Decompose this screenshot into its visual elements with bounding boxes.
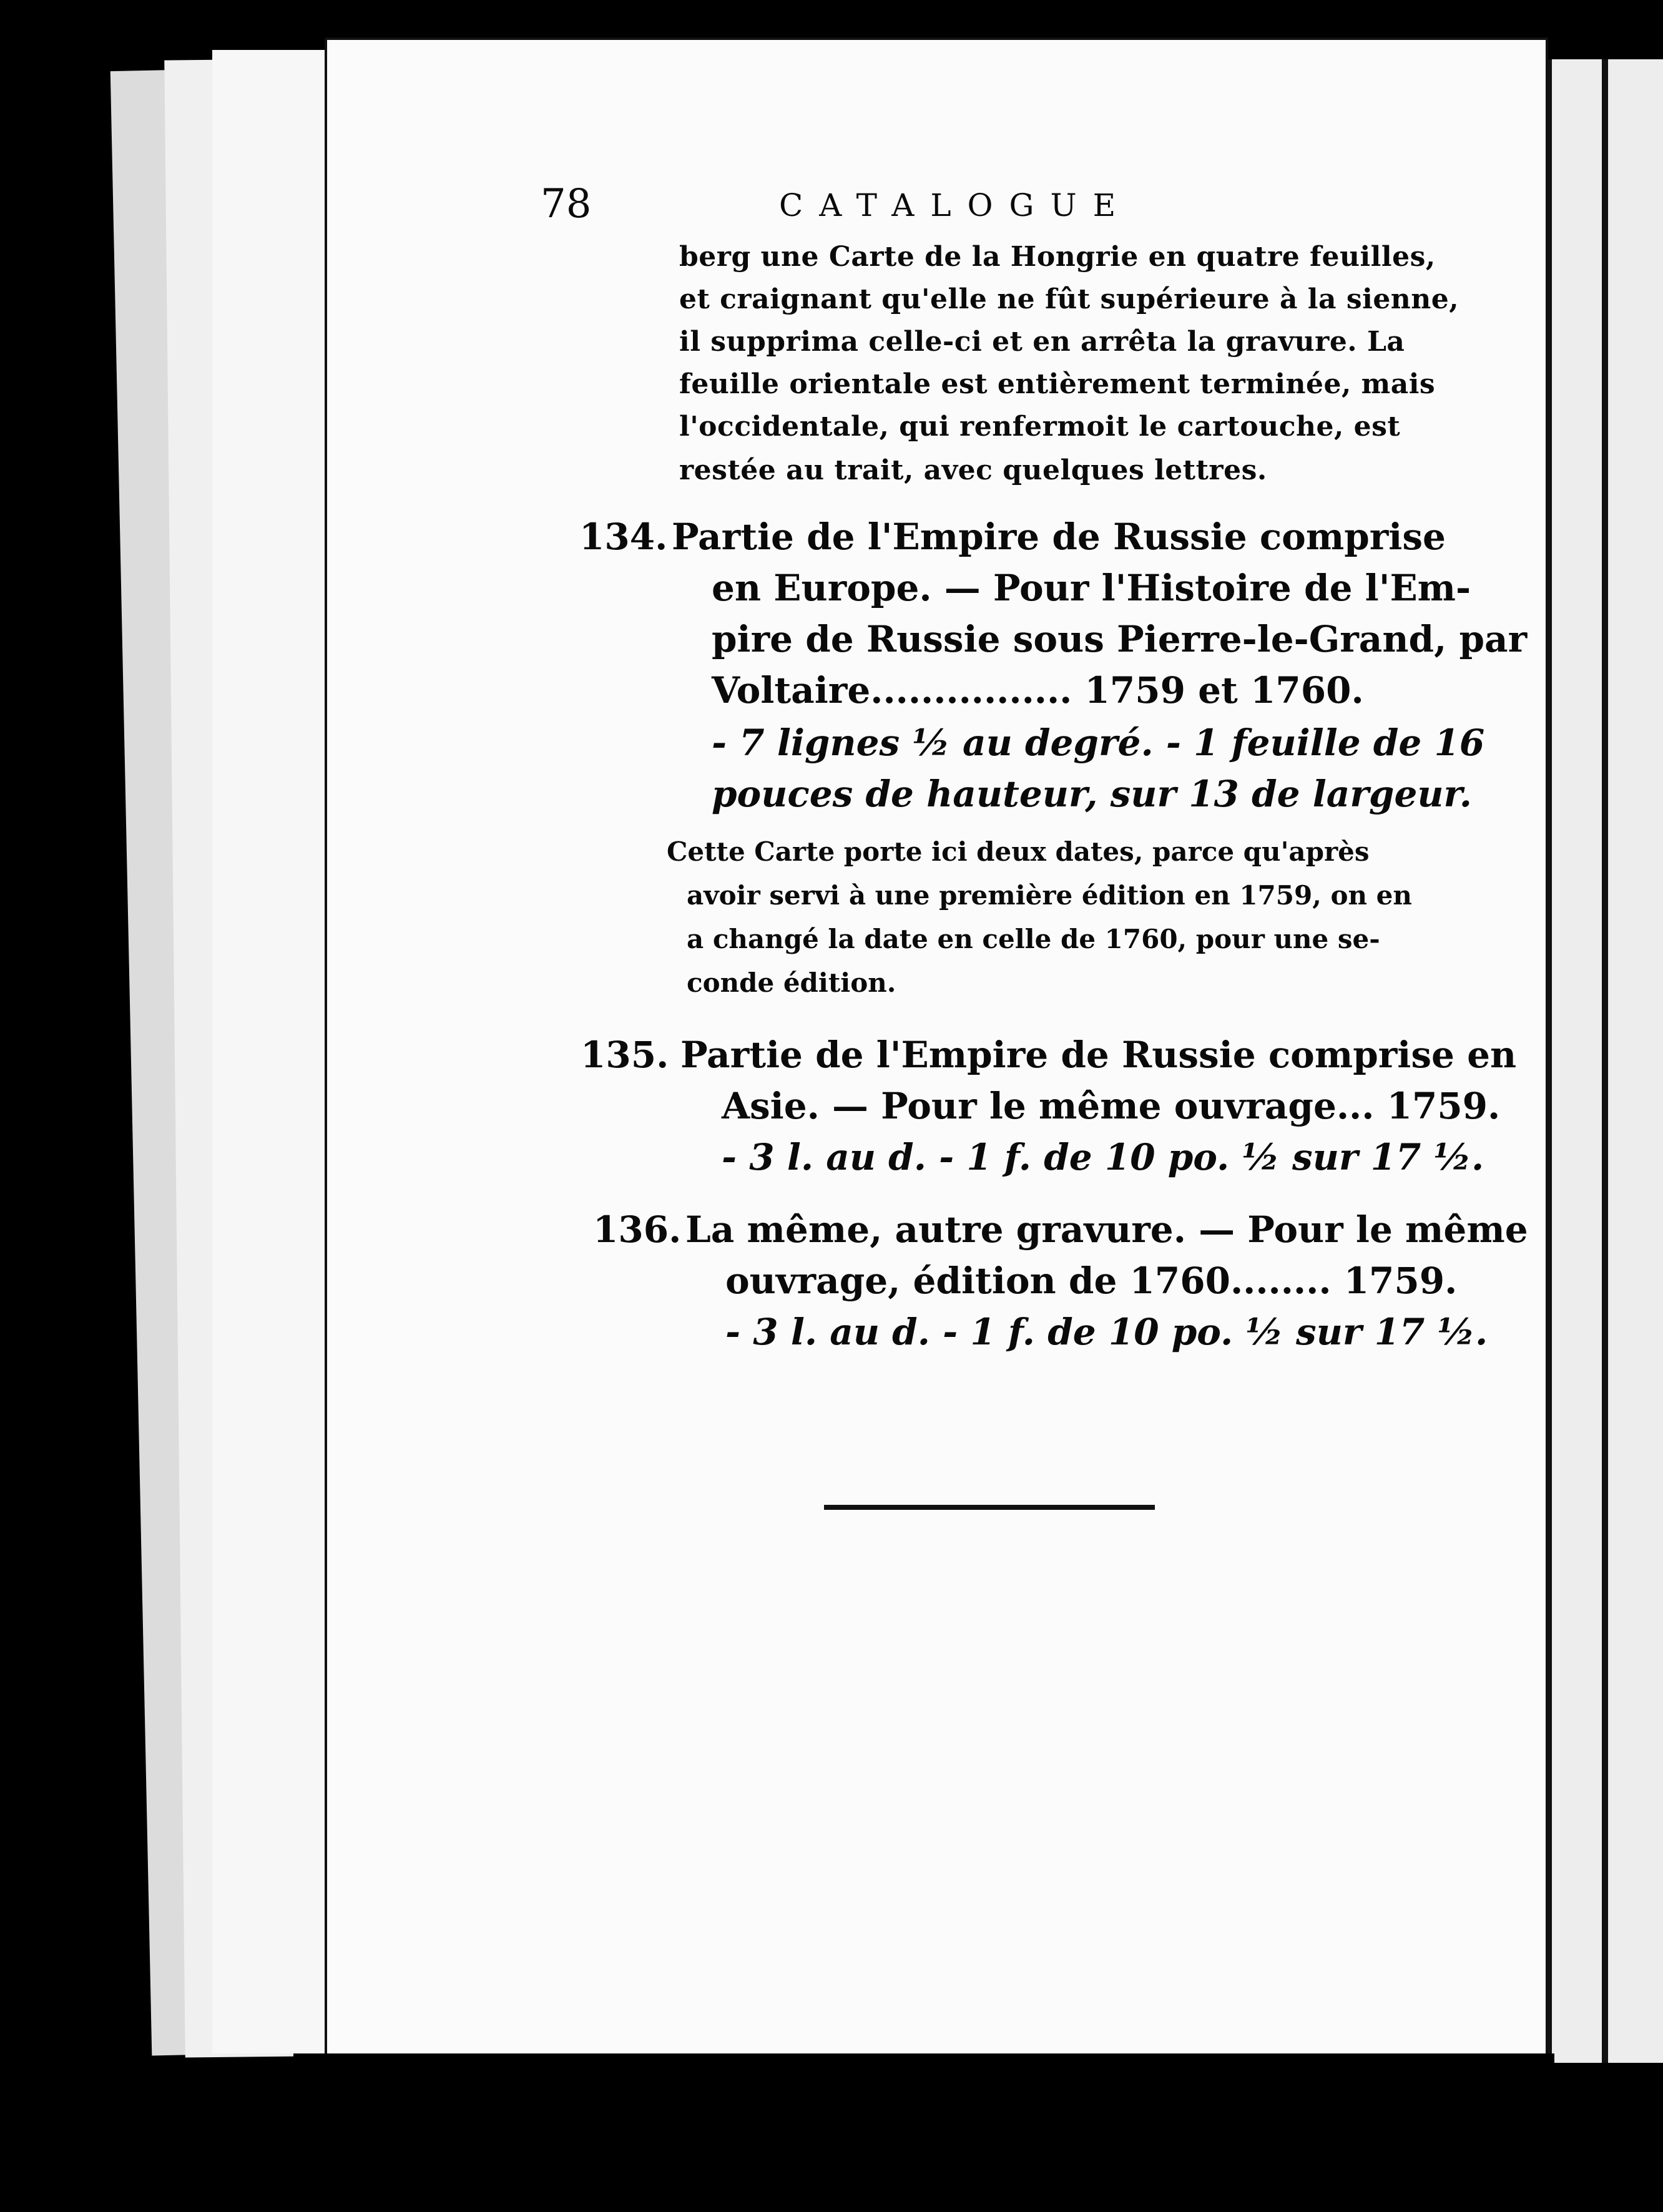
- entry-note-line: avoir servi à une première édition en 1759, on en: [687, 880, 1412, 911]
- facing-page-gutter: [1602, 59, 1608, 2063]
- entry-title-line: ouvrage, édition de 1760........ 1759.: [725, 1260, 1458, 1302]
- continuation-line: il supprima celle-ci et en arrêta la gravure. La: [679, 326, 1405, 358]
- facing-page-edge: [1548, 59, 1663, 2063]
- running-head: CATALOGUE: [779, 187, 1132, 223]
- entry-details-line: - 3 l. au d. - 1 f. de 10 po. ½ sur 17 ½.: [722, 1136, 1484, 1178]
- entry-number: 136.: [593, 1208, 682, 1251]
- entry-title-line: Voltaire................ 1759 et 1760.: [712, 669, 1364, 712]
- entry-details-line: pouces de hauteur, sur 13 de largeur.: [712, 773, 1472, 815]
- entry-number: 135.: [581, 1034, 669, 1076]
- entry-note-line: Cette Carte porte ici deux dates, parce qu'après: [667, 836, 1370, 867]
- continuation-line: restée au trait, avec quelques lettres.: [679, 454, 1267, 486]
- page-bottom-shadow: [293, 2053, 1554, 2122]
- entry-title-line: pire de Russie sous Pierre-le-Grand, par: [712, 618, 1528, 660]
- continuation-line: et craignant qu'elle ne fût supérieure à la sienne,: [679, 283, 1459, 315]
- entry-details-line: - 7 lignes ½ au degré. - 1 feuille de 16: [712, 722, 1485, 764]
- section-end-rule: [824, 1505, 1155, 1510]
- continuation-line: feuille orientale est entièrement terminée, mais: [679, 368, 1436, 400]
- page-number: 78: [541, 181, 592, 227]
- entry-title-line: Partie de l'Empire de Russie comprise en: [680, 1034, 1517, 1076]
- entry-details-line: - 3 l. au d. - 1 f. de 10 po. ½ sur 17 ½.: [725, 1311, 1488, 1353]
- entry-title-line: Partie de l'Empire de Russie comprise: [672, 516, 1446, 558]
- entry-number: 134.: [579, 516, 668, 558]
- entry-title-line: en Europe. — Pour l'Histoire de l'Em-: [712, 567, 1471, 609]
- continuation-line: berg une Carte de la Hongrie en quatre feuilles,: [679, 241, 1436, 273]
- entry-title-line: Asie. — Pour le même ouvrage... 1759.: [722, 1085, 1501, 1127]
- continuation-line: l'occidentale, qui renfermoit le cartouche, est: [679, 411, 1401, 443]
- entry-note-line: a changé la date en celle de 1760, pour une se-: [687, 924, 1380, 954]
- entry-note-line: conde édition.: [687, 967, 896, 998]
- entry-title-line: La même, autre gravure. — Pour le même: [685, 1208, 1528, 1251]
